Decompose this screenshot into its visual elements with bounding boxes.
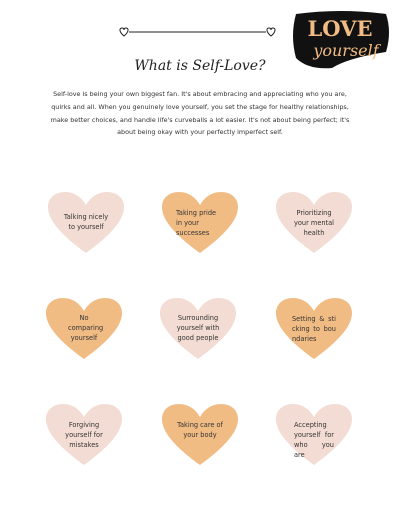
- intro-paragraph: Self-love is being your own biggest fan. It's about embracing and appreciating who you are, quirks and all. When you genuinely love yourself, you set the stage for healthy relationships, make better choices, and handle life's curveballs a lot easier. It's not about being perfect; it's about being okay with your perfectly imperfect self.: [50, 90, 350, 137]
- heart-label: Taking care of your body: [177, 421, 223, 439]
- page-title: What is Self-Love?: [134, 58, 266, 74]
- love-yourself-sticker: [288, 8, 392, 74]
- heart-card: [48, 192, 124, 256]
- heart-label: Setting & sticking to boundaries: [292, 315, 336, 343]
- sticker-word-love: LOVE: [307, 16, 373, 41]
- heart-card: [162, 404, 238, 468]
- heart-label: No comparing yourself: [68, 314, 104, 342]
- heart-icon: [267, 28, 275, 36]
- heart-card: [276, 298, 352, 362]
- heart-label: Taking pride in your successes: [176, 209, 217, 237]
- heart-card: [46, 298, 122, 362]
- heart-card: [276, 192, 352, 256]
- heart-label: Talking nicely to yourself: [63, 213, 109, 231]
- heart-icon: [120, 28, 128, 36]
- heart-label: Forgiving yourself for mistakes: [65, 421, 103, 449]
- heart-label: Surrounding yourself with good people: [176, 314, 220, 342]
- heart-divider: [118, 26, 278, 38]
- heart-card: [46, 404, 122, 468]
- heart-card: [162, 192, 238, 256]
- heart-card: [160, 298, 236, 362]
- heart-label: Prioritizing your mental health: [293, 209, 335, 237]
- sticker-word-yourself: yourself: [313, 41, 379, 60]
- heart-label: Accepting yourself for who you are: [294, 421, 334, 459]
- heart-card: [276, 404, 352, 468]
